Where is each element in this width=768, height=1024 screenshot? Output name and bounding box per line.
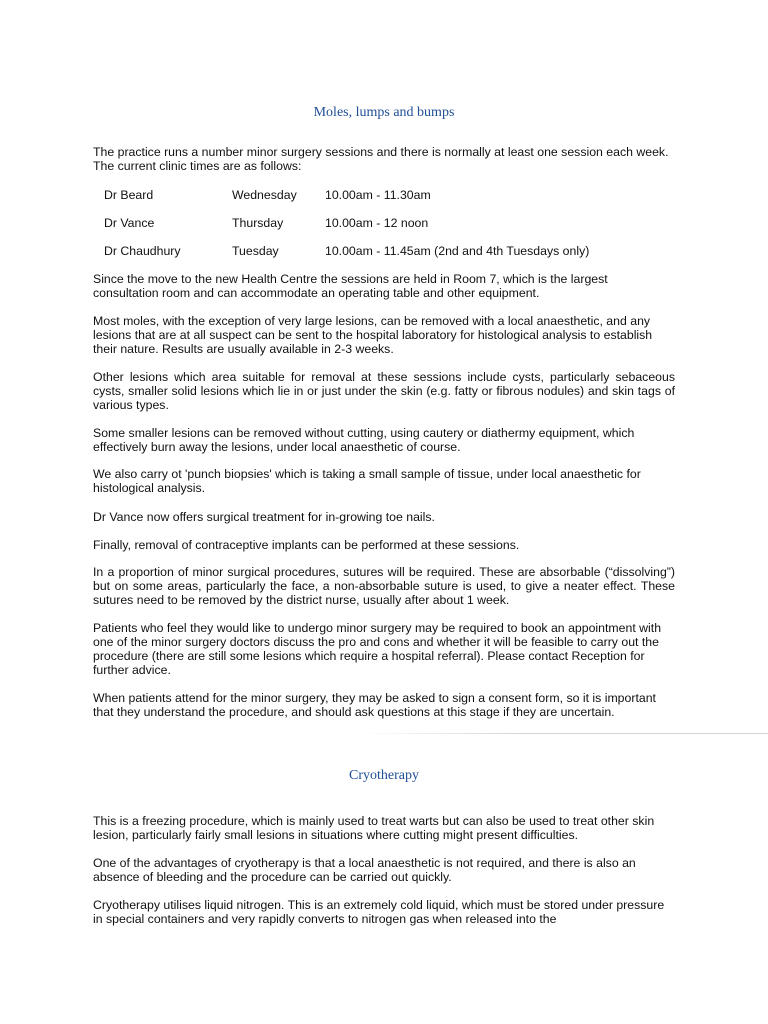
paragraph-moles: Most moles, with the exception of very large lesions, can be removed with a local anaesthetic, and any lesions that are at all suspect can be sent to the hospital laboratory for histological analysis to establish their nature. Results are usually available in 2-3 weeks.: [93, 314, 653, 356]
paragraph-toe-nails: Dr Vance now offers surgical treatment for in-growing toe nails.: [93, 510, 435, 524]
schedule-day: Tuesday: [232, 244, 279, 258]
paragraph-sutures: In a proportion of minor surgical procedures, sutures will be required. These are absorbable (“dissolving”) but on some areas, particularly the face, a non-absorbable suture is used, to give a neater effect. These sutures need to be removed by the district nurse, usually after about 1 week.: [93, 565, 675, 607]
paragraph-cryo-intro: This is a freezing procedure, which is mainly used to treat warts but can also be used to treat other skin lesion, particularly fairly small lesions in situations where cutting might present difficulties.: [93, 814, 655, 842]
section-divider: [360, 733, 768, 734]
intro-paragraph: The practice runs a number minor surgery sessions and there is normally at least one session each week. The current clinic times are as follows:: [93, 145, 669, 173]
schedule-doctor: Dr Chaudhury: [104, 244, 181, 258]
paragraph-cryo-advantages: One of the advantages of cryotherapy is that a local anaesthetic is not required, and there is also an absence of bleeding and the procedure can be carried out quickly.: [93, 856, 636, 884]
section-title-cryotherapy: Cryotherapy: [349, 768, 419, 783]
paragraph-biopsies: We also carry ot 'punch biopsies' which is taking a small sample of tissue, under local anaesthetic for histological analysis.: [93, 467, 641, 495]
paragraph-appointments: Patients who feel they would like to undergo minor surgery may be required to book an appointment with one of the minor surgery doctors discuss the pro and cons and whether it will be feasible to carry out the procedure (there are still some lesions which require a hospital referral). Please contact Reception for further advice.: [93, 621, 662, 677]
section-title-moles: Moles, lumps and bumps: [313, 105, 455, 120]
schedule-time: 10.00am - 11.45am (2nd and 4th Tuesdays only): [325, 244, 590, 258]
schedule-time: 10.00am - 12 noon: [325, 216, 429, 230]
paragraph-cryo-nitrogen: Cryotherapy utilises liquid nitrogen. This is an extremely cold liquid, which must be stored under pressure in special containers and very rapidly converts to nitrogen gas when released into the: [93, 898, 665, 926]
schedule-day: Thursday: [232, 216, 284, 230]
paragraph-implants: Finally, removal of contraceptive implants can be performed at these sessions.: [93, 538, 520, 552]
schedule-time: 10.00am - 11.30am: [325, 188, 431, 202]
schedule-doctor: Dr Vance: [104, 216, 155, 230]
schedule-doctor: Dr Beard: [104, 188, 154, 202]
paragraph-cautery: Some smaller lesions can be removed without cutting, using cautery or diathermy equipment, which effectively burn away the lesions, under local anaesthetic of course.: [93, 426, 635, 454]
schedule-day: Wednesday: [232, 188, 297, 202]
paragraph-other-lesions: Other lesions which area suitable for removal at these sessions include cysts, particularly sebaceous cysts, smaller solid lesions which lie in or just under the skin (e.g. fatty or fibrous nodules) and skin tags of various types.: [93, 370, 675, 412]
paragraph-room: Since the move to the new Health Centre the sessions are held in Room 7, which is the largest consultation room and can accommodate an operating table and other equipment.: [93, 272, 608, 300]
paragraph-consent: When patients attend for the minor surgery, they may be asked to sign a consent form, so it is important that they understand the procedure, and should ask questions at this stage if they are uncertain.: [93, 691, 656, 719]
